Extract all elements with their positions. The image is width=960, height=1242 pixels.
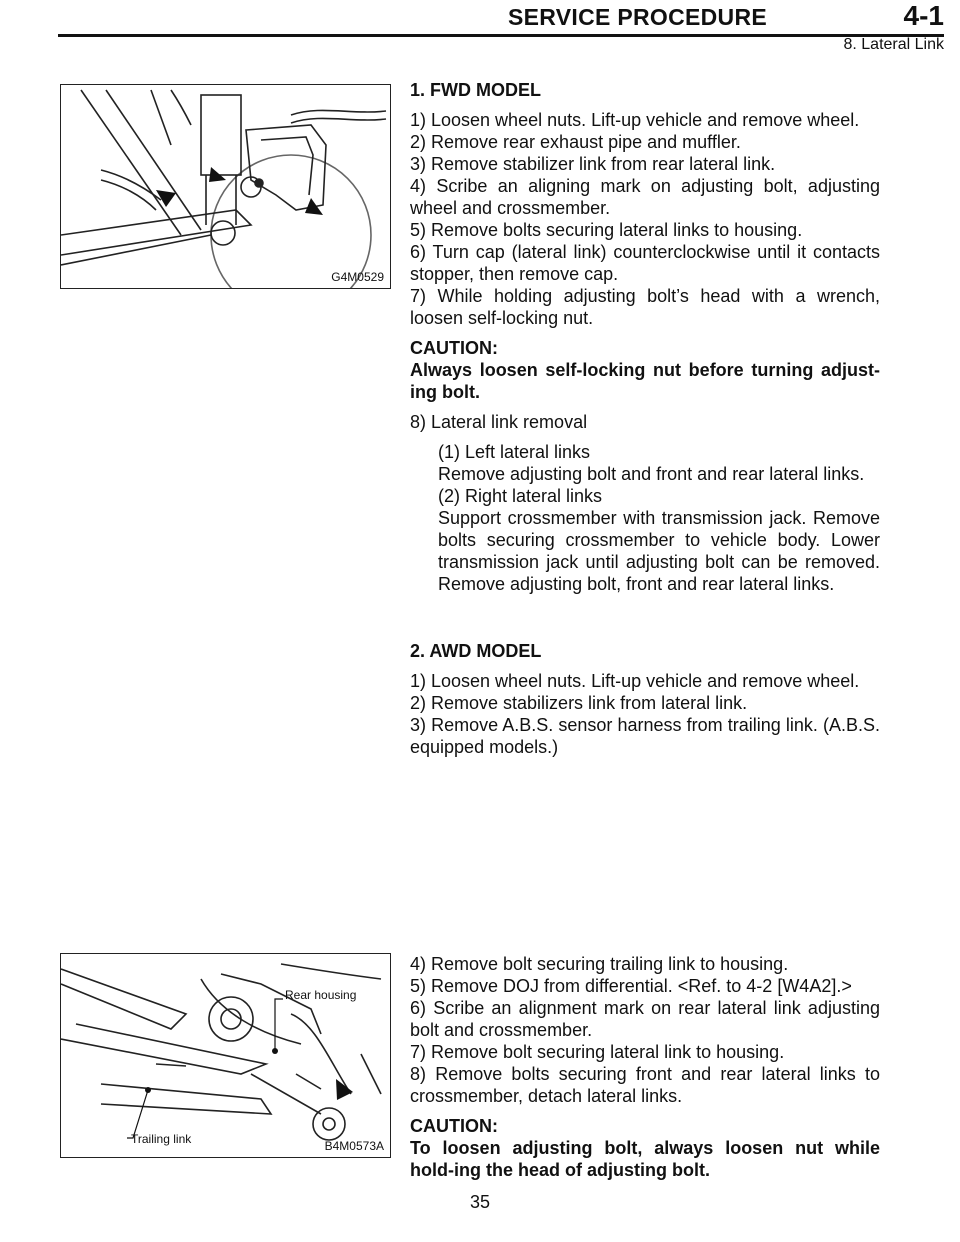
- step: 1) Loosen wheel nuts. Lift-up vehicle and remove wheel.: [410, 671, 860, 691]
- step: 3) Remove stabilizer link from rear lateral link.: [410, 154, 776, 174]
- step: 8) Lateral link removal: [410, 412, 588, 432]
- section-number: 4-1: [903, 0, 944, 31]
- step: 3) Remove A.B.S. sensor harness from trailing link. (A.B.S. equipped models.): [410, 715, 880, 757]
- figure-code: B4M0573A: [324, 1139, 384, 1153]
- callout-trailing-link: Trailing link: [131, 1132, 192, 1146]
- awd-suspension-illustration: [61, 954, 390, 1157]
- sub-steps: [410, 441, 880, 595]
- step: 6) Turn cap (lateral link) counterclockwise until it contacts stopper, then remove cap.: [410, 242, 880, 284]
- sub-step-text: Remove adjusting bolt and front and rear lateral links.: [438, 464, 865, 484]
- caution-text: To loosen adjusting bolt, always loosen nut while hold-ing the head of adjusting bolt.: [410, 1138, 880, 1180]
- step: 4) Scribe an aligning mark on adjusting bolt, adjusting wheel and crossmember.: [410, 176, 880, 218]
- step: 8) Remove bolts securing front and rear lateral links to crossmember, detach lateral links.: [410, 1064, 880, 1106]
- caution-text: Always loosen self-locking nut before turning adjust-ing bolt.: [410, 360, 880, 402]
- header-subtitle: 8. Lateral Link: [843, 36, 944, 53]
- step: 5) Remove DOJ from differential. <Ref. to 4-2 [W4A2].>: [410, 976, 852, 996]
- page-header: [0, 0, 960, 60]
- caution-title: CAUTION:: [410, 338, 498, 358]
- page-number: 35: [469, 1192, 491, 1212]
- section-heading: 1. FWD MODEL: [410, 80, 541, 100]
- step: 7) Remove bolt securing lateral link to housing.: [410, 1042, 785, 1062]
- step: 4) Remove bolt securing trailing link to housing.: [410, 954, 789, 974]
- header-title: SERVICE PROCEDURE: [508, 4, 768, 30]
- step: 2) Remove rear exhaust pipe and muffler.: [410, 132, 741, 152]
- section-heading: 2. AWD MODEL: [410, 641, 542, 661]
- sub-step-title: (1) Left lateral links: [438, 442, 591, 462]
- callout-rear-housing: Rear housing: [285, 988, 357, 1002]
- step: 6) Scribe an alignment mark on rear lateral link adjusting bolt and crossmember.: [410, 998, 880, 1040]
- figure-fwd-lateral-link: [60, 84, 391, 289]
- awd-model-section-continued: [410, 953, 880, 1181]
- awd-model-section: [410, 640, 880, 758]
- step: 1) Loosen wheel nuts. Lift-up vehicle and remove wheel.: [410, 110, 860, 130]
- caution-title: CAUTION:: [410, 1116, 498, 1136]
- step: 5) Remove bolts securing lateral links to housing.: [410, 220, 803, 240]
- sub-step-title: (2) Right lateral links: [438, 486, 603, 506]
- figure-awd-lateral-link: [60, 953, 391, 1158]
- header-rule: [58, 34, 944, 37]
- sub-step-text: Support crossmember with transmission jack. Remove bolts securing crossmember to vehicle body. Lower transmission jack until adjusting bolt can be removed. Remove adjusting bolt, front and rear lateral links.: [438, 508, 880, 594]
- figure-code: G4M0529: [331, 270, 384, 284]
- step: 7) While holding adjusting bolt’s head with a wrench, loosen self-locking nut.: [410, 286, 880, 328]
- step: 2) Remove stabilizers link from lateral link.: [410, 693, 748, 713]
- fwd-suspension-illustration: [61, 85, 390, 288]
- fwd-model-section: [410, 79, 880, 595]
